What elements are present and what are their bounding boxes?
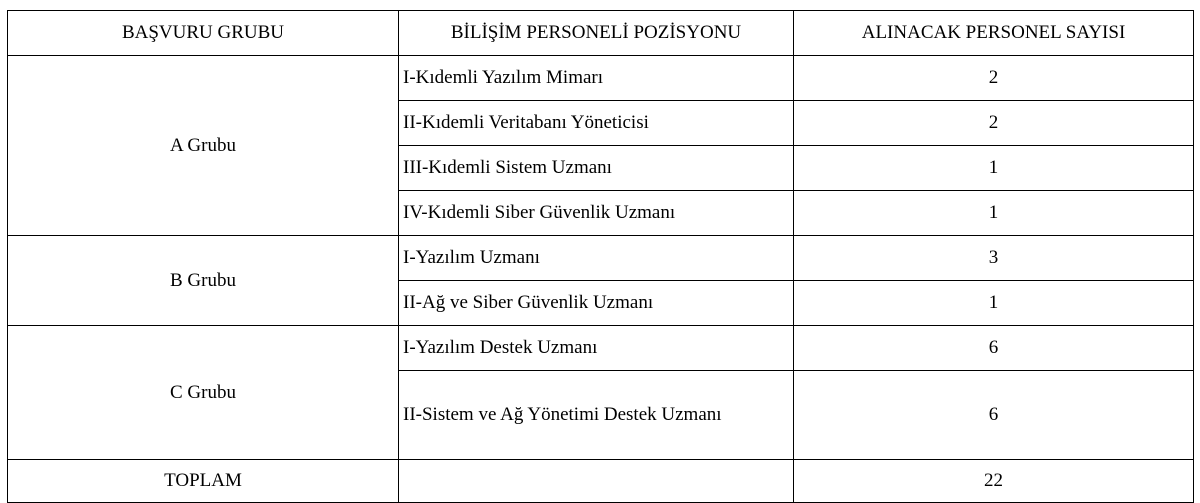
- count-cell: 1: [794, 191, 1194, 236]
- header-position: BİLİŞİM PERSONELİ POZİSYONU: [399, 11, 794, 56]
- group-b-cell: B Grubu: [8, 236, 399, 326]
- table-row: [8, 326, 1194, 371]
- position-cell: I-Yazılım Uzmanı: [399, 236, 794, 281]
- total-position-cell: [399, 460, 794, 503]
- total-count: 22: [794, 460, 1194, 503]
- group-c-cell: C Grubu: [8, 326, 399, 460]
- position-cell: I-Yazılım Destek Uzmanı: [399, 326, 794, 371]
- position-cell: IV-Kıdemli Siber Güvenlik Uzmanı: [399, 191, 794, 236]
- count-cell: 1: [794, 281, 1194, 326]
- table-row: [8, 56, 1194, 101]
- count-cell: 6: [794, 371, 1194, 460]
- position-cell: II-Kıdemli Veritabanı Yöneticisi: [399, 101, 794, 146]
- count-cell: 3: [794, 236, 1194, 281]
- header-application-group: BAŞVURU GRUBU: [8, 11, 399, 56]
- group-a-cell: A Grubu: [8, 56, 399, 236]
- header-personnel-count: ALINACAK PERSONEL SAYISI: [794, 11, 1194, 56]
- position-cell: I-Kıdemli Yazılım Mimarı: [399, 56, 794, 101]
- count-cell: 2: [794, 101, 1194, 146]
- header-row: [8, 11, 1194, 56]
- personnel-table: [7, 10, 1194, 503]
- table-row: [8, 236, 1194, 281]
- count-cell: 1: [794, 146, 1194, 191]
- total-row: [8, 460, 1194, 503]
- count-cell: 2: [794, 56, 1194, 101]
- position-cell: III-Kıdemli Sistem Uzmanı: [399, 146, 794, 191]
- total-label: TOPLAM: [8, 460, 399, 503]
- count-cell: 6: [794, 326, 1194, 371]
- position-cell: II-Ağ ve Siber Güvenlik Uzmanı: [399, 281, 794, 326]
- position-cell: II-Sistem ve Ağ Yönetimi Destek Uzmanı: [399, 371, 794, 460]
